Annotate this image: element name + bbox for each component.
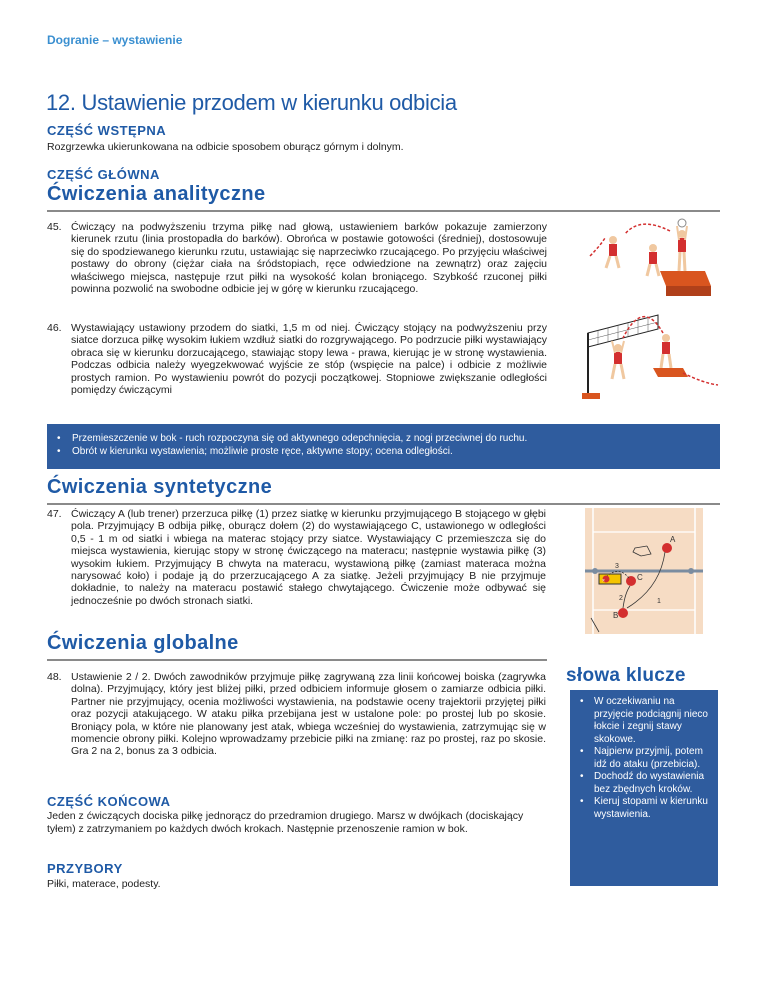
synthetic-rule bbox=[47, 503, 720, 505]
global-rule bbox=[47, 659, 547, 661]
bullet-icon: • bbox=[57, 433, 61, 444]
bullet-icon: • bbox=[580, 771, 584, 782]
exercise-46-figure bbox=[578, 303, 720, 413]
svg-text:×: × bbox=[602, 578, 605, 584]
keyword-text: Najpierw przyjmij, potem idź do ataku (przebicia). bbox=[594, 746, 703, 770]
keyword-item bbox=[580, 746, 708, 771]
section-header: Dogranie – wystawienie bbox=[47, 33, 183, 47]
exercise-46 bbox=[47, 322, 547, 396]
motion-arrow bbox=[683, 373, 718, 385]
platform bbox=[653, 368, 688, 377]
player-c bbox=[626, 576, 636, 586]
defender-figure bbox=[647, 244, 659, 276]
intro-text: Rozgrzewka ukierunkowana na odbicie sposobem oburącz górnym i dolnym. bbox=[47, 141, 404, 153]
bullet-icon: • bbox=[57, 446, 61, 457]
small-platform bbox=[582, 393, 600, 399]
exercise-47 bbox=[47, 508, 546, 607]
label-b: B bbox=[613, 611, 619, 620]
keyword-item bbox=[580, 696, 708, 746]
keyword-text: Kieruj stopami w kierunku wystawienia. bbox=[594, 796, 708, 820]
label-c: C bbox=[637, 573, 643, 582]
exercise-46-text: Wystawiający ustawiony przodem do siatki, 1,5 m od niej. Ćwiczący stojący na podwyższeniu przy siatce dorzuca piłkę wysokim łukiem wzdłuż siatki do rozgrywającego. Po podrzucie piłki wystawiający obraca się w kierunku dorzucającego, stawiając stopy lewa - prawa, kierując je w stronę wystawienia. Podczas odbicia należy wyegzekwować wyjście ze stóp (wspięcie na palce) i odbicie z możliwie prostych ramion. Po wystawieniu powrót do pozycji początkowej. Stopniowe zwiększanie odległości pomiędzy ćwiczącymi bbox=[71, 322, 547, 397]
equipment-text: Piłki, materace, podesty. bbox=[47, 878, 161, 890]
number-2: 2 bbox=[619, 595, 623, 602]
exercise-45-number: 45. bbox=[47, 221, 62, 233]
analytic-rule bbox=[47, 210, 720, 212]
global-heading: Ćwiczenia globalne bbox=[47, 632, 239, 654]
final-text: Jeden z ćwiczących dociska piłkę jednorącz do przedramion drugiego. Marsz w dwójkach (dociskający tyłem) z zatrzymaniem po każdych dwóch krokach. Następnie przenoszenie ramion w bok. bbox=[47, 810, 524, 835]
exercise-48-text: Ustawienie 2 / 2. Dwóch zawodników przyjmuje piłkę zagrywaną zza linii końcowej boiska (zagrywka dolna). Przyjmujący, który jest bliżej piłki, przed odbiciem informuje głosem o zamiarze odbicia piłki. Partner nie przyjmujący, ocenia możliwości wystawienia, na podstawie oceny trajektorii przyjętej piłki oraz pozycji atakującego. W ataku piłka przebijana jest w ustalone pole: po prostej lub po skosie. Broniący pola, w które nie planowany jest atak, wbiega wcześniej do wystawienia, zatrzymując się w momencie obrony piłki. Kolejno wprowadzamy przebicie piłki na zmianę: raz po prostej, raz po skosie. Gra 2 na 2, bonus za 3 odbicia. bbox=[71, 671, 546, 758]
exercise-47-figure bbox=[585, 508, 705, 635]
thrower-figure bbox=[677, 219, 687, 271]
number-1: 1 bbox=[657, 598, 661, 605]
keyword-text: Dochodź do wystawienia bez zbędnych kroków. bbox=[594, 771, 705, 795]
keywords-list bbox=[580, 696, 708, 821]
keyword-item bbox=[580, 796, 708, 821]
bullet-icon: • bbox=[580, 696, 584, 707]
equipment-heading: PRZYBORY bbox=[47, 861, 123, 876]
motion-arrow bbox=[590, 238, 605, 256]
number-3: 3 bbox=[615, 563, 619, 570]
exercise-45-figure bbox=[585, 216, 720, 306]
exercise-45-text: Ćwiczący na podwyższeniu trzyma piłkę nad głową, ustawieniem barków pokazuje zamierzony kierunek rzutu (linia prostopadła do barków). Obrońca w postawie gotowości (średniej), dostosowuje się do spodziewanego kierunku rzutu, ustawiając się naprzeciwko rzucającego. Po przyjęciu właściwej postawy do obrony (ciężar ciała na śródstopiach, ręce odwiedzione na zewnątrz) oraz zajęciu właściwego miejsca, następuje rzut piłki na wysokość kolan broniącego. Szybkość rzuconej piłki powinna pozwolić na swobodne odbicie jej w górę w kierunku rzucającego. bbox=[71, 221, 547, 296]
bullet-icon: • bbox=[580, 746, 584, 757]
synthetic-heading: Ćwiczenia syntetyczne bbox=[47, 476, 273, 498]
analytic-heading: Ćwiczenia analityczne bbox=[47, 183, 266, 205]
note-text: Obrót w kierunku wystawienia; możliwie proste ręce, aktywne stopy; ocena odległości. bbox=[72, 446, 453, 457]
final-heading: CZĘŚĆ KOŃCOWA bbox=[47, 794, 171, 809]
note-text: Przemieszczenie w bok - ruch rozpoczyna się od aktywnego odepchnięcia, z nogi przeciwnej do ruchu. bbox=[72, 433, 528, 444]
platform bbox=[660, 271, 711, 286]
throw-arrow bbox=[625, 224, 670, 234]
intro-heading: CZĘŚĆ WSTĘPNA bbox=[47, 123, 167, 138]
player-a bbox=[662, 543, 672, 553]
keyword-text: W oczekiwaniu na przyjęcie podciągnij nieco łokcie i zegnij stawy skokowe. bbox=[594, 696, 708, 745]
bullet-icon: • bbox=[580, 796, 584, 807]
label-a: A bbox=[670, 535, 676, 544]
note-item bbox=[57, 432, 710, 445]
exercise-47-text: Ćwiczący A (lub trener) przerzuca piłkę (1) przez siatkę w kierunku przyjmującego B stojącego w głębi pola. Przyjmujący B odbija piłkę, oburącz dołem (2) do wystawiającego C, ustawionego w odległości 0,5 - 1 m od siatki i wbiega na materac stojący przy siatce. Wystawiający C przemieszcza się do miejsca wystawienia, kierując stopy w stronę ćwiczącego na materacu; następnie wystawia piłkę (3) wysokim łukiem. Przyjmujący B chwyta na materacu, wystawioną piłkę (zamiast materaca można narysować koło) i podaje ją do przerzucającego A za siatkę. Jeżeli przyjmujący B nie przyjmuje dokładnie, to należy na materacu postawić stałego chwytającego. Ćwiczenie może odbywać się jednocześnie po dwóch stronach siatki. bbox=[71, 508, 546, 607]
keywords-sidebar bbox=[570, 690, 718, 886]
exercise-47-number: 47. bbox=[47, 508, 62, 520]
defender-figure-2 bbox=[606, 236, 619, 268]
page-title: 12. Ustawienie przodem w kierunku odbicia bbox=[46, 90, 457, 115]
exercise-48-number: 48. bbox=[47, 671, 62, 683]
keyword-item bbox=[580, 771, 708, 796]
main-heading: CZĘŚĆ GŁÓWNA bbox=[47, 167, 160, 182]
tosser-figure bbox=[661, 334, 671, 368]
coaching-notes-box bbox=[47, 424, 720, 469]
keywords-title: słowa klucze bbox=[566, 665, 686, 686]
exercise-45 bbox=[47, 221, 547, 295]
note-item bbox=[57, 445, 710, 458]
exercise-46-number: 46. bbox=[47, 322, 62, 334]
player-b bbox=[618, 608, 628, 618]
setter-figure bbox=[612, 341, 624, 379]
exercise-48 bbox=[47, 671, 546, 758]
platform-side bbox=[666, 286, 711, 296]
